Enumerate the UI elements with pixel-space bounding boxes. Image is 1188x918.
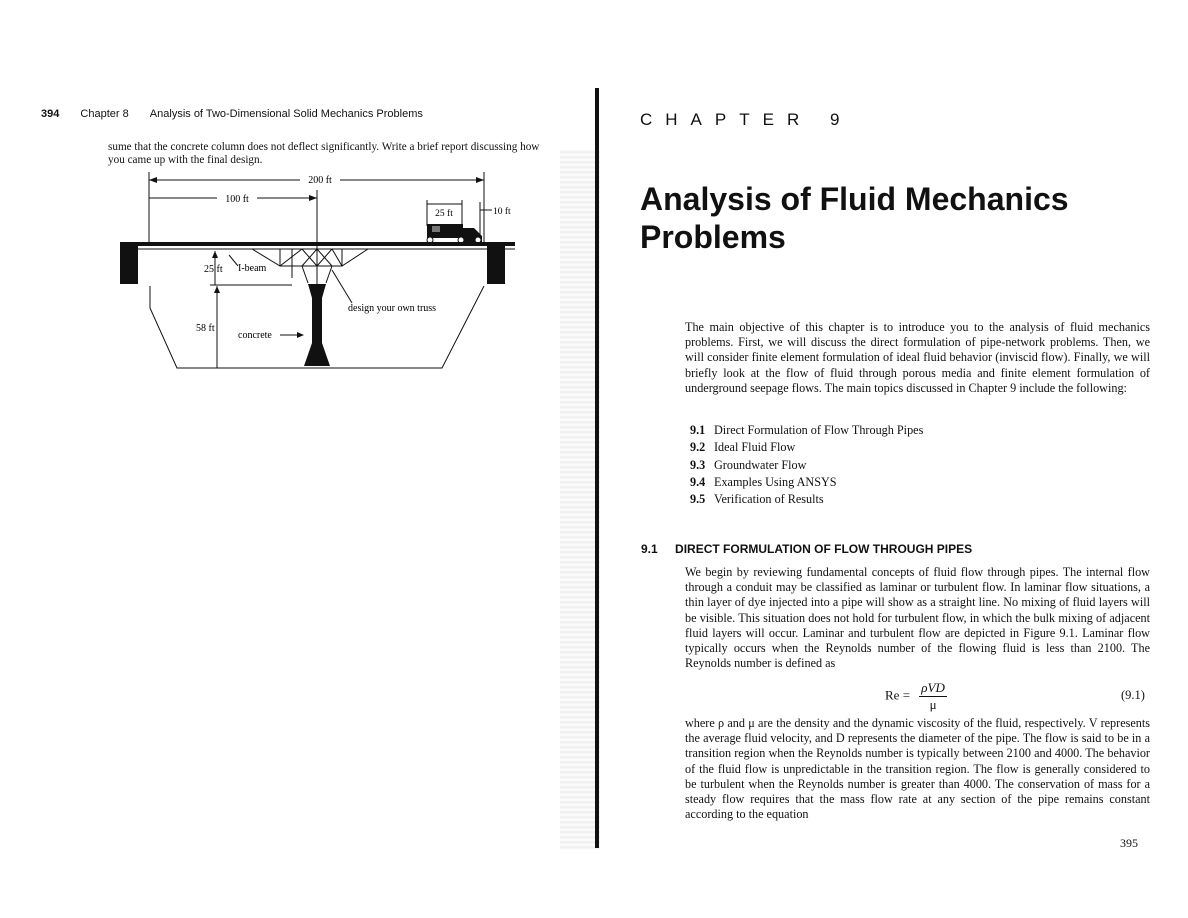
dim-100-label: 100 ft <box>225 194 249 205</box>
equation-fraction <box>919 680 947 713</box>
dim-58-label: 58 ft <box>196 323 215 334</box>
section-body-paragraph-2: where ρ and μ are the density and the dynamic viscosity of the fluid, respectively. V represents the average fluid velocity, and D represents the diameter of the pipe. The flow is said to be in a transition region when the Reynolds number is typically between 2100 and 4000. The behavior of the fluid flow is unpredictable in the transition region. The flow is generally considered to be turbulent when the Reynolds number is greater than 4000. The conservation of mass for a steady flow requires that the mass flow rate at any section of the pipe remains constant according to the equation <box>685 716 1150 822</box>
leader-line <box>332 270 352 303</box>
right-abutment <box>487 242 505 284</box>
equation-denominator: μ <box>929 697 937 712</box>
concrete-column <box>304 284 330 366</box>
left-chapter-label: Chapter 8 <box>80 108 129 120</box>
topic-item: 9.1 Direct Formulation of Flow Through Pipes <box>690 423 924 437</box>
dim-25-beam-label: 25 ft <box>204 264 223 275</box>
left-abutment <box>120 242 138 284</box>
arrowhead <box>214 286 220 293</box>
topic-item: 9.2 Ideal Fluid Flow <box>690 440 796 455</box>
topic-item: 9.4 Examples Using ANSYS <box>690 474 837 489</box>
truss-structure <box>252 249 368 283</box>
section-heading <box>641 542 972 556</box>
topic-item: 9.3 Groundwater Flow <box>690 457 807 472</box>
concrete-label: concrete <box>238 330 272 341</box>
arrowhead <box>309 195 317 201</box>
ibeam-label: I-beam <box>238 263 267 274</box>
equation-numerator: ρVD <box>921 680 945 695</box>
section-number: 9.1 <box>641 542 658 556</box>
left-page-header <box>41 108 423 120</box>
left-page-text: sume that the concrete column does not deflect significantly. Write a brief report discussing how you came up with the final design. <box>108 141 540 166</box>
arrowhead <box>297 332 304 338</box>
left-page-number: 394 <box>41 108 60 120</box>
leader-line <box>229 255 238 266</box>
truck-icon <box>427 224 482 243</box>
reynolds-equation <box>885 680 947 713</box>
bridge-figure <box>112 168 532 378</box>
section-title: DIRECT FORMULATION OF FLOW THROUGH PIPES <box>675 542 973 556</box>
section-body-paragraph: We begin by reviewing fundamental concepts of fluid flow through pipes. The internal flow through a conduit may be classified as laminar or turbulent flow. In laminar flow situations, a thin layer of dye injected into a pipe will show as a straight line. No mixing of fluid layers will be visible. This situation does not hold for turbulent flow, in which the bulk mixing of adjacent fluid layers will occur. Laminar and turbulent flow are depicted in Figure 9.1. Laminar flow typically occurs when the Reynolds number of the flowing fluid is less than 2100. The Reynolds number is defined as <box>685 565 1150 671</box>
equation-number: (9.1) <box>1121 688 1145 702</box>
dim-10-label: 10 ft <box>493 207 511 217</box>
gutter-scan-noise <box>560 150 600 850</box>
left-chapter-title: Analysis of Two-Dimensional Solid Mechanics Problems <box>149 108 423 120</box>
equation-lhs: Re = <box>885 687 911 703</box>
book-spine-line <box>595 88 599 848</box>
topic-item: 9.5 Verification of Results <box>690 492 824 507</box>
right-page-number: 395 <box>1120 836 1138 850</box>
intro-paragraph: The main objective of this chapter is to introduce you to the analysis of fluid mechanics problems. First, we will discuss the direct formulation of pipe-network problems. Then, we will consider finite element formulation of ideal fluid behavior (inviscid flow). Finally, we will briefly look at the flow of fluid through porous media and finite element formulation of underground seepage flows. The main topics discussed in Chapter 9 include the following: <box>685 320 1150 395</box>
topic-list <box>690 422 923 508</box>
arrowhead <box>149 177 157 183</box>
bridge-deck <box>120 242 515 246</box>
arrowhead <box>212 251 218 258</box>
truss-label: design your own truss <box>348 303 437 314</box>
chapter-title: Analysis of Fluid Mechanics Problems <box>640 181 1069 255</box>
chapter-label: CHAPTER 9 <box>640 110 853 129</box>
arrowhead <box>476 177 484 183</box>
dim-25-truck-label: 25 ft <box>435 209 453 219</box>
dim-200-label: 200 ft <box>308 175 332 186</box>
